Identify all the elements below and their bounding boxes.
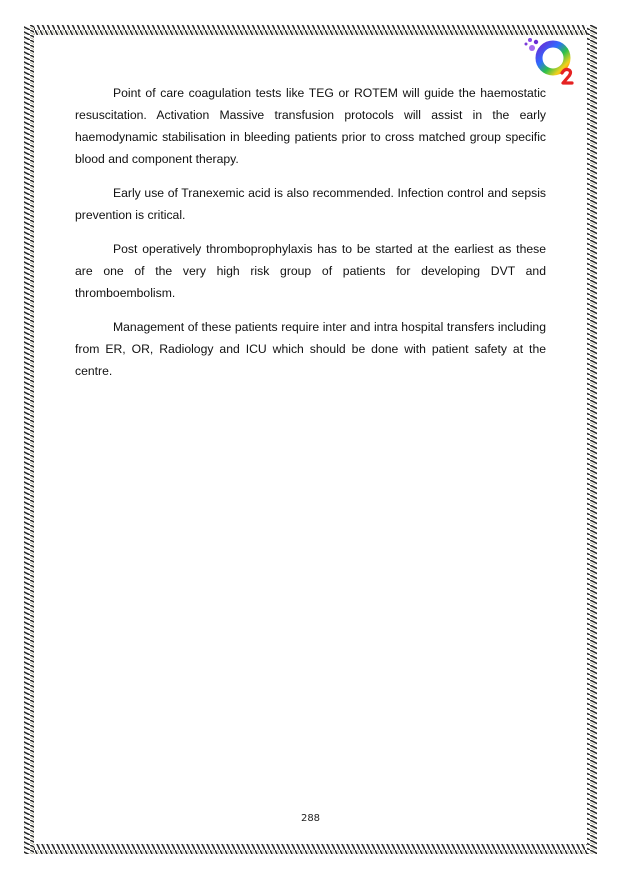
paragraph-thromboprophylaxis: Post operatively thromboprophylaxis has to be started at the earliest as these are one of the very high risk group of patients for developing DVT and thromboembolism. [75,242,546,300]
o2-logo-icon [521,36,579,88]
paragraph-patient-transfers: Management of these patients require inter and intra hospital transfers including from ER, OR, Radiology and ICU which should be done with patient safety at the centre. [75,320,546,378]
document-body [75,82,546,394]
page-number: 288 [300,813,321,824]
paragraph-haemostatic-resuscitation: Point of care coagulation tests like TEG or ROTEM will guide the haemostatic resuscitation. Activation Massive transfusion protocols will assist in the early haemodynamic stabilisation in bleeding patients prior to cross matched group specific blood and component therapy. [75,86,546,166]
paragraph-tranexemic-acid: Early use of Tranexemic acid is also recommended. Infection control and sepsis prevention is critical. [75,186,546,222]
